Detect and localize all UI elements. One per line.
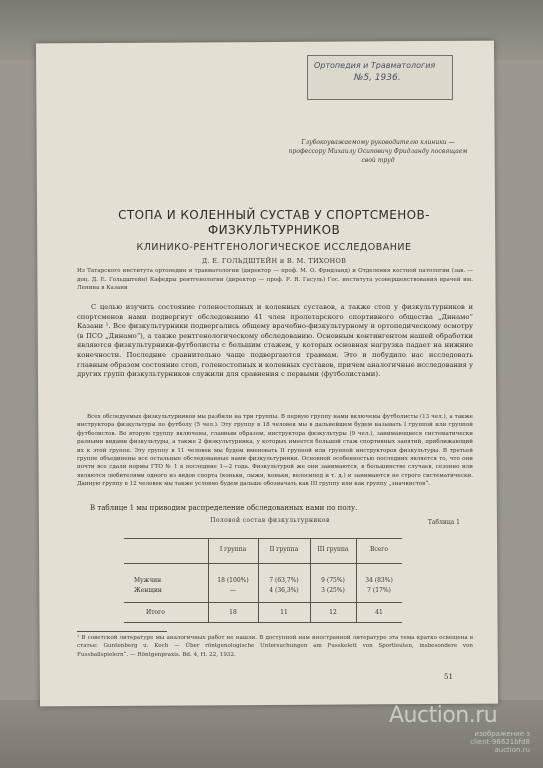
watermark-logo: Auction.ru — [389, 703, 498, 728]
table-cell: — — [230, 587, 236, 594]
watermark-text — [430, 730, 530, 754]
table-total-rule — [124, 602, 402, 603]
table-cell: 7 (17%) — [367, 587, 391, 594]
header-group-3: III группа — [317, 546, 349, 553]
table-cell: 9 (75%) — [321, 577, 345, 584]
table-caption: Половой состав физкультурников — [210, 517, 330, 524]
authors: Д. Е. ГОЛЬДШТЕЙН и В. М. ТИХОНОВ — [201, 257, 347, 265]
table-cell: 18 (100%) — [217, 577, 249, 584]
sex-composition-table — [124, 529, 402, 627]
header-group-1: I группа — [219, 546, 247, 553]
table-bottom-rule — [124, 622, 402, 623]
table-cell: 4 (36,3%) — [269, 587, 299, 594]
table-cell: 34 (83%) — [365, 577, 393, 584]
page-number: 51 — [444, 673, 453, 681]
body-paragraph: Всех обследуемых физкультурников мы разбили на три группы. В первую группу нами включены футболисты (13 чел.), а также инструктора физкультуры по футболу (5 чел.). Эту группу в 18 человек мы в дальнейшем будем называть I группой или группой футболистов. Во вторую группу включены, главным образом, инструктора физкультуры (9 чел.), занимающиеся систематически разными видами физкультуры, а также 2 физкультурника, у которых имеется большой стаж спортивных занятий, приближающий их к этой группе. Эту группу в 11 человек мы будем именовать II группой или группой инструкторов физкультуры. В третьей группе объединены все остальные обследованные нами физкультурники. Основной особенностью последних является то, что они почти все сдали нормы ГТО № 1 в последние 1—2 года. Физкультурой же они занимаются, в большинстве случаев, сезонно или являются любителями одного из видов спорта (коньки, лыжи, коньки, велосипед и т. д.) и занимаются не строго систематически. Данную группу в 12 человек мы также условно будем дальше обозначать как III группу или как группу „значкистов“. — [77, 414, 473, 488]
watermark-line: client-96621bfd8 — [470, 738, 530, 746]
row-label-total: Итого — [146, 609, 165, 616]
row-label-men: Мужчин — [134, 577, 162, 584]
article-title: СТОПА И КОЛЕННЫЙ СУСТАВ У СПОРТСМЕНОВ-ФИЗКУЛЬТУРНИКОВ — [118, 208, 430, 237]
handwritten-label — [307, 55, 453, 100]
table-cell: 12 — [329, 609, 337, 616]
article-subtitle: КЛИНИКО-РЕНТГЕНОЛОГИЧЕСКОЕ ИССЛЕДОВАНИЕ — [136, 242, 412, 253]
watermark-line: изображение з — [474, 730, 530, 738]
watermark-line: auction.ru — [494, 746, 530, 754]
table-cell: 18 — [229, 609, 237, 616]
header-total: Всего — [369, 546, 389, 553]
table-top-rule — [124, 538, 402, 539]
table-cell: 11 — [280, 609, 288, 616]
table-lead-text: В таблице 1 мы приводим распределение обследованных нами по полу. — [90, 504, 358, 512]
table-number: Таблица 1 — [427, 519, 460, 526]
affiliation: Из Татарского института ортопедии и травматологии (директор — проф. М. О. Фридланд) и Отделения костной патологии (зав. — доц. Д. Е. Гольдштейн) Кафедры рентгенологии (директор — проф. Р. Я. Гасуль) Гос. института усовершенствования врачей им. Ленина в Казани — [77, 268, 473, 292]
stamp-line-2: №5, 1936. — [354, 73, 401, 83]
table-cell: 7 (63,7%) — [269, 577, 299, 584]
footnote-rule — [77, 631, 167, 632]
intro-paragraph: С целью изучить состояние голеностопных и коленных суставов, а также стоп у физкультурников и спортсменов нами подвергнут обследованию 41 член пролетарского спортивного общества „Динамо“ Казани ¹. Все физкультурники подвергались общему врачебно-физкультурному и ортопедическому осмотру (в ПСО „Динамо“), а также рентгенологическому обследованию. Основным контингентом нашей обработки являются физкультурники-футболисты с большим стажем, у которых основная нагрузка падает на нижние конечности. Последние сравнительно чаще подвергаются травмам. Это и побудило нас исследовать главным образом состояние стоп, голеностопных и коленных суставов, причем аналогичные исследования у других групп физкультурников служили для сравнения с первыми (футболистами). — [77, 303, 473, 379]
dedication: Глубокоуважаемому руководителю клиники — профессору Михаилу Осиповичу Фридланду посвящаем свой труд — [288, 139, 468, 164]
header-group-2: II группа — [269, 546, 299, 553]
row-label-women: Женщин — [134, 587, 162, 594]
table-header-rule — [124, 563, 402, 564]
stamp-line-1: Ортопедия и Травматология — [314, 61, 436, 70]
footnote: ¹ В советской литературе мы аналогичных работ не нашли. В доступной нам иностранной литературе эта тема кратко освещена в статье: Guntenberg u. Koch — Über röntgenologische Untersuchungen am Fusskelett von Sportleuten, insbesondere von Fussballspielern“. — Röntgenpraxis. Bd. 4, H. 22, 1932. — [77, 635, 473, 658]
table-cell: 41 — [375, 609, 383, 616]
table-cell: 3 (25%) — [321, 587, 345, 594]
